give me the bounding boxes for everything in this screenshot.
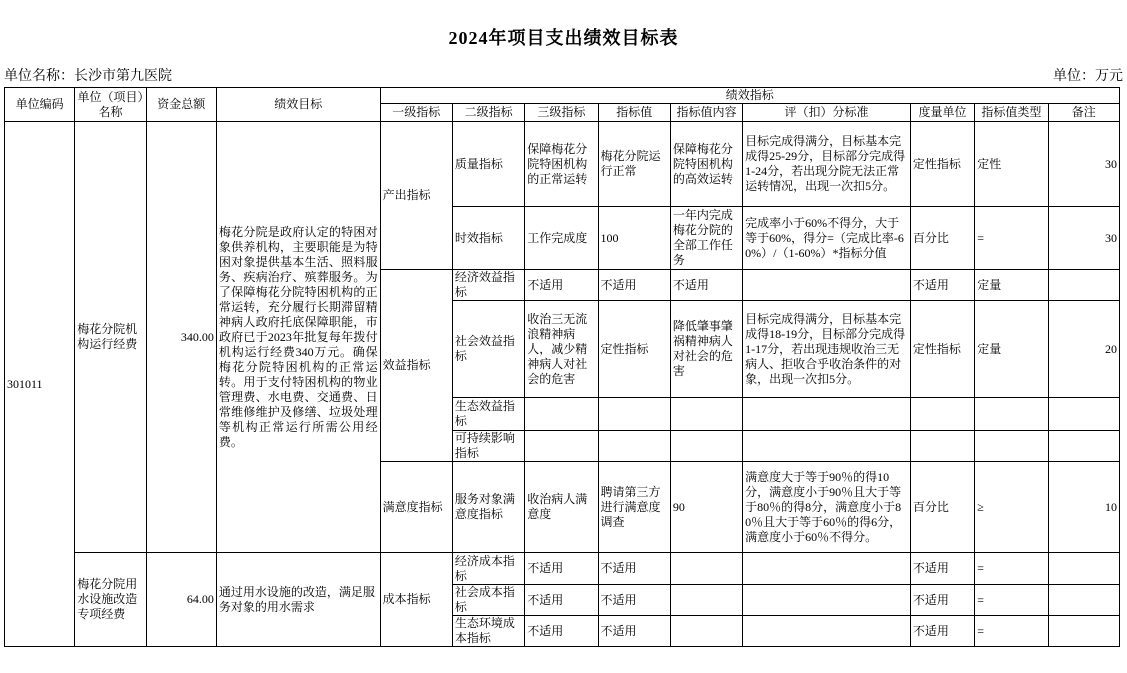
remark-cell — [1048, 431, 1120, 462]
level2-cell: 经济效益指标 — [452, 270, 524, 301]
measure-unit-cell: 定性指标 — [910, 301, 974, 398]
remark-cell: 30 — [1048, 122, 1120, 207]
indicator-value-cell: 梅花分院运行正常 — [598, 122, 670, 207]
scoring-cell — [743, 616, 911, 647]
indicator-content-cell — [670, 431, 742, 462]
remark-cell: 20 — [1048, 301, 1120, 398]
level3-cell: 保障梅花分院特困机构的正常运转 — [525, 122, 598, 207]
level2-cell: 服务对象满意度指标 — [452, 462, 524, 553]
header-performance-target: 绩效目标 — [216, 88, 380, 122]
indicator-content-cell — [670, 553, 742, 585]
header-indicator-value-content: 指标值内容 — [670, 104, 742, 122]
header-level3: 三级指标 — [525, 104, 598, 122]
measure-unit-cell: 不适用 — [910, 585, 974, 616]
header-total-amount: 资金总额 — [146, 88, 216, 122]
header-level2: 二级指标 — [452, 104, 524, 122]
value-type-cell: = — [975, 207, 1048, 270]
level3-cell: 收治三无流浪精神病人，减少精神病人对社会的危害 — [525, 301, 598, 398]
level2-cell: 生态环境成本指标 — [452, 616, 524, 647]
amount-cell: 64.00 — [146, 553, 216, 647]
header-performance-indicator-group: 绩效指标 — [380, 88, 1119, 104]
unit-code-cell: 301011 — [5, 122, 75, 647]
unit-of-measure-label: 单位：万元 — [1053, 69, 1123, 84]
scoring-cell — [743, 431, 911, 462]
value-type-cell: ≥ — [975, 462, 1048, 553]
scoring-cell: 目标完成得满分，目标基本完成得25-29分，目标部分完成得1-24分，若出现分院无法正常运转情况，出现一次扣5分。 — [743, 122, 911, 207]
project-name-cell: 梅花分院机构运行经费 — [75, 122, 146, 553]
level2-cell: 时效指标 — [452, 207, 524, 270]
level1-cell: 产出指标 — [380, 122, 452, 270]
remark-cell — [1048, 398, 1120, 431]
value-type-cell: = — [975, 585, 1048, 616]
level3-cell: 不适用 — [525, 585, 598, 616]
indicator-value-cell — [598, 431, 670, 462]
indicator-content-cell: 90 — [670, 462, 742, 553]
level3-cell: 不适用 — [525, 270, 598, 301]
level2-cell: 经济成本指标 — [452, 553, 524, 585]
performance-target-cell: 梅花分院是政府认定的特困对象供养机构，主要职能是为特困对象提供基本生活、照料服务、疾病治疗、殡葬服务。为了保障梅花分院特困机构的正常运转，充分履行长期滞留精神病人政府托底保障职能，市政府已于2023年批复每年拨付机构运行经费340万元。确保梅花分院特困机构的正常运转。用于支付特困机构的物业管理费、水电费、交通费、日常维修维护及修缮、垃圾处理等机构正常运行所需公用经费。 — [216, 122, 380, 553]
indicator-value-cell: 100 — [598, 207, 670, 270]
value-type-cell — [975, 398, 1048, 431]
value-type-cell: 定量 — [975, 270, 1048, 301]
scoring-cell — [743, 553, 911, 585]
measure-unit-cell — [910, 431, 974, 462]
measure-unit-cell: 百分比 — [910, 207, 974, 270]
indicator-value-cell: 不适用 — [598, 270, 670, 301]
level1-cell: 满意度指标 — [380, 462, 452, 553]
header-unit-code: 单位编码 — [5, 88, 75, 122]
indicator-content-cell — [670, 616, 742, 647]
indicator-content-cell — [670, 398, 742, 431]
remark-cell: 10 — [1048, 462, 1120, 553]
level3-cell: 收治病人满意度 — [525, 462, 598, 553]
remark-cell — [1048, 616, 1120, 647]
header-scoring-standard: 评（扣）分标准 — [743, 104, 911, 122]
value-type-cell — [975, 431, 1048, 462]
indicator-content-cell: 一年内完成梅花分院的全部工作任务 — [670, 207, 742, 270]
indicator-value-cell: 聘请第三方进行满意度调查 — [598, 462, 670, 553]
level2-cell: 质量指标 — [452, 122, 524, 207]
project-name-cell: 梅花分院用水设施改造专项经费 — [75, 553, 146, 647]
indicator-value-cell: 不适用 — [598, 553, 670, 585]
measure-unit-cell: 百分比 — [910, 462, 974, 553]
performance-target-table — [4, 87, 1120, 647]
page-title: 2024年项目支出绩效目标表 — [448, 28, 679, 48]
scoring-cell — [743, 398, 911, 431]
value-type-cell: = — [975, 553, 1048, 585]
remark-cell — [1048, 553, 1120, 585]
level2-cell: 社会成本指标 — [452, 585, 524, 616]
level3-cell — [525, 398, 598, 431]
header-indicator-value: 指标值 — [598, 104, 670, 122]
level1-cell: 效益指标 — [380, 270, 452, 462]
level2-cell: 生态效益指标 — [452, 398, 524, 431]
remark-cell: 30 — [1048, 207, 1120, 270]
measure-unit-cell: 不适用 — [910, 553, 974, 585]
amount-cell: 340.00 — [146, 122, 216, 553]
level2-cell: 可持续影响指标 — [452, 431, 524, 462]
header-measure-unit: 度量单位 — [910, 104, 974, 122]
measure-unit-cell: 不适用 — [910, 616, 974, 647]
level1-cell: 成本指标 — [380, 553, 452, 647]
scoring-cell — [743, 270, 911, 301]
value-type-cell: = — [975, 616, 1048, 647]
measure-unit-cell: 不适用 — [910, 270, 974, 301]
level3-cell: 工作完成度 — [525, 207, 598, 270]
remark-cell — [1048, 270, 1120, 301]
level3-cell: 不适用 — [525, 616, 598, 647]
header-remark: 备注 — [1048, 104, 1120, 122]
level3-cell: 不适用 — [525, 553, 598, 585]
value-type-cell: 定量 — [975, 301, 1048, 398]
remark-cell — [1048, 585, 1120, 616]
measure-unit-cell — [910, 398, 974, 431]
scoring-cell: 目标完成得满分，目标基本完成得18-19分，目标部分完成得1-17分，若出现违规收治三无病人、拒收合乎收治条件的对象，出现一次扣5分。 — [743, 301, 911, 398]
indicator-content-cell: 不适用 — [670, 270, 742, 301]
scoring-cell — [743, 585, 911, 616]
indicator-content-cell: 保障梅花分院特困机构的高效运转 — [670, 122, 742, 207]
indicator-value-cell: 定性指标 — [598, 301, 670, 398]
value-type-cell: 定性 — [975, 122, 1048, 207]
table-meta — [4, 65, 1123, 85]
scoring-cell: 满意度大于等于90％的得10分，满意度小于90％且大于等于80％的得8分，满意度小于80％且大于等于60％的得6分，满意度小于60％不得分。 — [743, 462, 911, 553]
indicator-value-cell: 不适用 — [598, 585, 670, 616]
level3-cell — [525, 431, 598, 462]
header-value-type: 指标值类型 — [975, 104, 1048, 122]
header-project-name: 单位（项目）名称 — [75, 88, 146, 122]
indicator-content-cell: 降低肇事肇祸精神病人对社会的危害 — [670, 301, 742, 398]
unit-name-label: 单位名称：长沙市第九医院 — [4, 69, 172, 84]
header-level1: 一级指标 — [380, 104, 452, 122]
measure-unit-cell: 定性指标 — [910, 122, 974, 207]
scoring-cell: 完成率小于60%不得分，大于等于60%，得分=（完成比率-60%）/（1-60%）*指标分值 — [743, 207, 911, 270]
indicator-content-cell — [670, 585, 742, 616]
level2-cell: 社会效益指标 — [452, 301, 524, 398]
performance-target-cell: 通过用水设施的改造，满足服务对象的用水需求 — [216, 553, 380, 647]
indicator-value-cell: 不适用 — [598, 616, 670, 647]
indicator-value-cell — [598, 398, 670, 431]
